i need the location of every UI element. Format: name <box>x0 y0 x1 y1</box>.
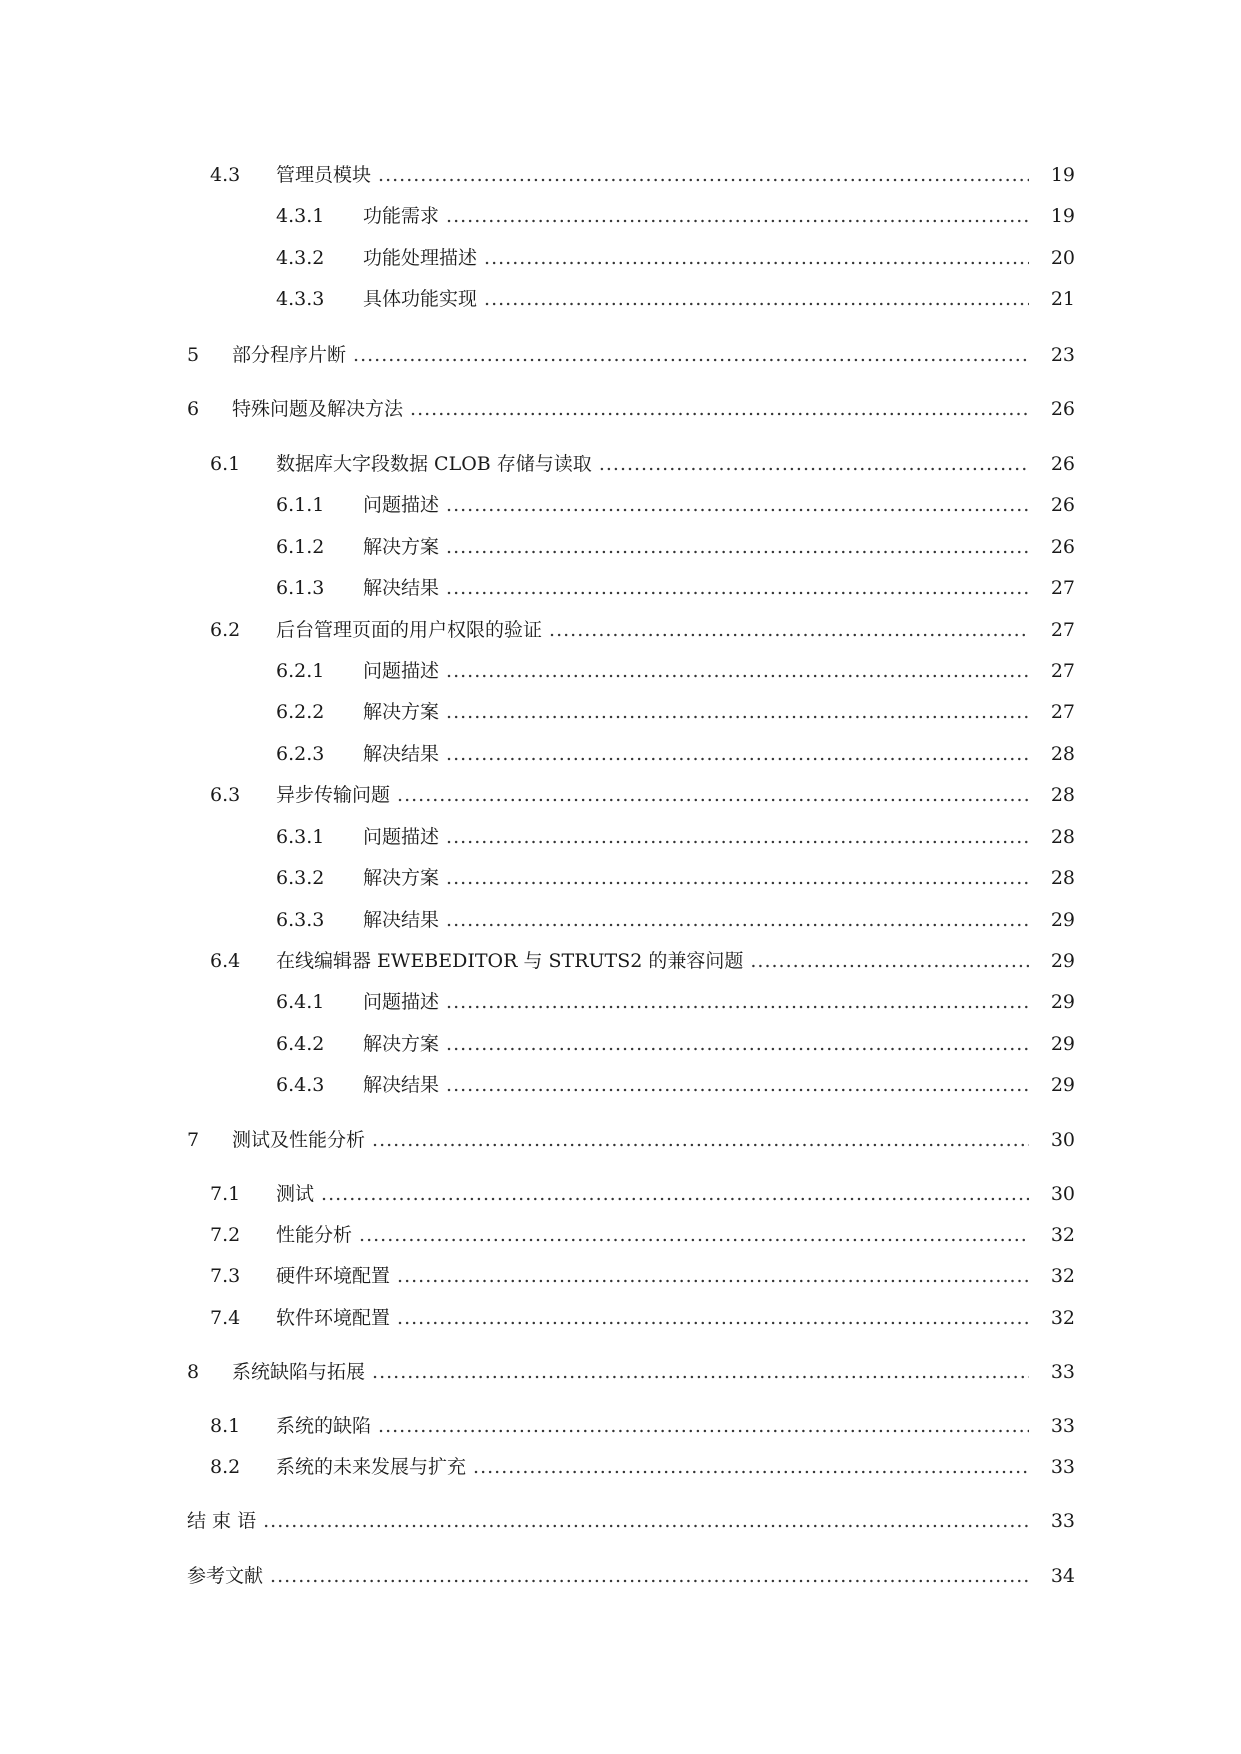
toc-entry-references[interactable] <box>0 1561 1241 1591</box>
toc-entry-5[interactable] <box>0 340 1241 370</box>
toc-title: 解决方案 ..... <box>363 697 1029 727</box>
toc-page-number: 32 <box>1050 1307 1075 1329</box>
toc-number: 6.2 <box>210 619 241 641</box>
toc-entry-8-2[interactable] <box>0 1452 1241 1482</box>
toc-number: 6.4.2 <box>276 1033 325 1055</box>
toc-title: 解决结果 ..... <box>363 739 1029 769</box>
toc-number: 6.4.1 <box>276 991 325 1013</box>
toc-number: 6.2.1 <box>276 660 325 682</box>
toc-page-number: 29 <box>1050 909 1075 931</box>
toc-number: 7.2 <box>210 1224 241 1246</box>
toc-number: 6.4.3 <box>276 1074 325 1096</box>
toc-title: 异步传输问题 ..... <box>276 780 1029 810</box>
toc-number: 6 <box>187 398 200 420</box>
toc-page-number: 29 <box>1050 950 1075 972</box>
toc-entry-4-3-2[interactable] <box>0 243 1241 273</box>
toc-title: 解决方案 ..... <box>363 532 1029 562</box>
toc-number: 6.1.1 <box>276 494 325 516</box>
toc-page-number: 28 <box>1050 867 1075 889</box>
toc-title: 系统的未来发展与扩充 ..... <box>276 1452 1029 1482</box>
toc-title: 性能分析 ..... <box>276 1220 1029 1250</box>
toc-page-number: 32 <box>1050 1265 1075 1287</box>
toc-page-number: 34 <box>1050 1565 1075 1587</box>
toc-page-number: 28 <box>1050 784 1075 806</box>
toc-number: 6.3.1 <box>276 826 325 848</box>
toc-title: 在线编辑器 EWEBEDITOR 与 STRUTS2 的兼容问题 ..... <box>276 946 1029 976</box>
toc-title: 系统缺陷与拓展 ..... <box>232 1357 1029 1387</box>
toc-page-number: 33 <box>1050 1456 1075 1478</box>
toc-page-number: 29 <box>1050 1033 1075 1055</box>
toc-entry-6[interactable] <box>0 394 1241 424</box>
toc-entry-6-1-1[interactable] <box>0 490 1241 520</box>
toc-page-number: 33 <box>1050 1415 1075 1437</box>
toc-title: 问题描述 ..... <box>363 987 1029 1017</box>
toc-page-number: 26 <box>1050 453 1075 475</box>
toc-number: 4.3.3 <box>276 288 325 310</box>
toc-title: 问题描述 ..... <box>363 490 1029 520</box>
toc-number: 4.3.2 <box>276 247 325 269</box>
toc-number: 6.3 <box>210 784 241 806</box>
toc-entry-6-3[interactable] <box>0 780 1241 810</box>
toc-page-number: 19 <box>1050 164 1075 186</box>
toc-entry-7-2[interactable] <box>0 1220 1241 1250</box>
toc-page-number: 29 <box>1050 991 1075 1013</box>
toc-entry-6-2-3[interactable] <box>0 739 1241 769</box>
toc-number: 8.2 <box>210 1456 241 1478</box>
toc-entry-7-1[interactable] <box>0 1179 1241 1209</box>
toc-page-number: 20 <box>1050 247 1075 269</box>
toc-number: 6.1 <box>210 453 241 475</box>
toc-entry-6-4-1[interactable] <box>0 987 1241 1017</box>
toc-page-number: 26 <box>1050 398 1075 420</box>
toc-entry-6-4[interactable] <box>0 946 1241 976</box>
toc-entry-6-3-3[interactable] <box>0 905 1241 935</box>
toc-page-number: 21 <box>1050 288 1075 310</box>
toc-title: 后台管理页面的用户权限的验证 ..... <box>276 615 1029 645</box>
toc-number: 6.1.3 <box>276 577 325 599</box>
toc-entry-6-2-2[interactable] <box>0 697 1241 727</box>
toc-page-number: 28 <box>1050 743 1075 765</box>
toc-entry-8[interactable] <box>0 1357 1241 1387</box>
toc-entry-6-2-1[interactable] <box>0 656 1241 686</box>
toc-number: 4.3 <box>210 164 241 186</box>
toc-entry-6-1[interactable] <box>0 449 1241 479</box>
toc-entry-6-1-2[interactable] <box>0 532 1241 562</box>
toc-page-number: 27 <box>1050 701 1075 723</box>
toc-number: 6.4 <box>210 950 241 972</box>
toc-title: 解决结果 ..... <box>363 573 1029 603</box>
toc-title: 结 束 语 ..... <box>187 1506 1029 1536</box>
toc-page-number: 33 <box>1050 1510 1075 1532</box>
toc-title: 测试 ..... <box>276 1179 1029 1209</box>
toc-page-number: 28 <box>1050 826 1075 848</box>
toc-entry-4-3-1[interactable] <box>0 201 1241 231</box>
toc-number: 8 <box>187 1361 200 1383</box>
toc-number: 7 <box>187 1129 200 1151</box>
toc-number: 6.3.2 <box>276 867 325 889</box>
toc-title: 具体功能实现 ..... <box>363 284 1029 314</box>
toc-number: 6.2.3 <box>276 743 325 765</box>
toc-title: 问题描述 ..... <box>363 822 1029 852</box>
toc-page-number: 26 <box>1050 536 1075 558</box>
toc-entry-6-4-3[interactable] <box>0 1070 1241 1100</box>
toc-number: 6.3.3 <box>276 909 325 931</box>
toc-title: 功能处理描述 ..... <box>363 243 1029 273</box>
toc-entry-6-3-1[interactable] <box>0 822 1241 852</box>
toc-entry-6-1-3[interactable] <box>0 573 1241 603</box>
toc-title: 解决方案 ..... <box>363 1029 1029 1059</box>
toc-page-number: 30 <box>1050 1129 1075 1151</box>
toc-entry-6-2[interactable] <box>0 615 1241 645</box>
toc-title: 数据库大字段数据 CLOB 存储与读取 ..... <box>276 449 1029 479</box>
toc-entry-7-3[interactable] <box>0 1261 1241 1291</box>
toc-page-number: 19 <box>1050 205 1075 227</box>
toc-title: 测试及性能分析 ..... <box>232 1125 1029 1155</box>
toc-entry-conclusion[interactable] <box>0 1506 1241 1536</box>
toc-page-number: 26 <box>1050 494 1075 516</box>
toc-page-number: 29 <box>1050 1074 1075 1096</box>
toc-number: 7.1 <box>210 1183 241 1205</box>
toc-title: 解决结果 ..... <box>363 1070 1029 1100</box>
toc-page-number: 33 <box>1050 1361 1075 1383</box>
toc-title: 部分程序片断 ..... <box>232 340 1029 370</box>
toc-page-number: 30 <box>1050 1183 1075 1205</box>
toc-title: 特殊问题及解决方法 ..... <box>232 394 1029 424</box>
toc-entry-6-4-2[interactable] <box>0 1029 1241 1059</box>
toc-title: 软件环境配置 ..... <box>276 1303 1029 1333</box>
toc-title: 管理员模块 ..... <box>276 160 1029 190</box>
toc-number: 7.3 <box>210 1265 241 1287</box>
toc-entry-4-3[interactable] <box>0 160 1241 190</box>
toc-title: 解决方案 ..... <box>363 863 1029 893</box>
toc-entry-8-1[interactable] <box>0 1411 1241 1441</box>
toc-title: 功能需求 ..... <box>363 201 1029 231</box>
toc-title: 参考文献 ..... <box>187 1561 1029 1591</box>
toc-page-number: 27 <box>1050 660 1075 682</box>
toc-page-number: 23 <box>1050 344 1075 366</box>
toc-page-number: 27 <box>1050 619 1075 641</box>
toc-title: 系统的缺陷 ..... <box>276 1411 1029 1441</box>
toc-title: 解决结果 ..... <box>363 905 1029 935</box>
toc-entry-4-3-3[interactable] <box>0 284 1241 314</box>
toc-number: 4.3.1 <box>276 205 325 227</box>
toc-entry-7-4[interactable] <box>0 1303 1241 1333</box>
toc-number: 7.4 <box>210 1307 241 1329</box>
toc-number: 6.1.2 <box>276 536 325 558</box>
toc-entry-6-3-2[interactable] <box>0 863 1241 893</box>
toc-title: 硬件环境配置 ..... <box>276 1261 1029 1291</box>
toc-entry-7[interactable] <box>0 1125 1241 1155</box>
toc-title: 问题描述 ..... <box>363 656 1029 686</box>
toc-page-number: 32 <box>1050 1224 1075 1246</box>
toc-number: 8.1 <box>210 1415 241 1437</box>
toc-number: 5 <box>187 344 200 366</box>
toc-page-number: 27 <box>1050 577 1075 599</box>
toc-number: 6.2.2 <box>276 701 325 723</box>
